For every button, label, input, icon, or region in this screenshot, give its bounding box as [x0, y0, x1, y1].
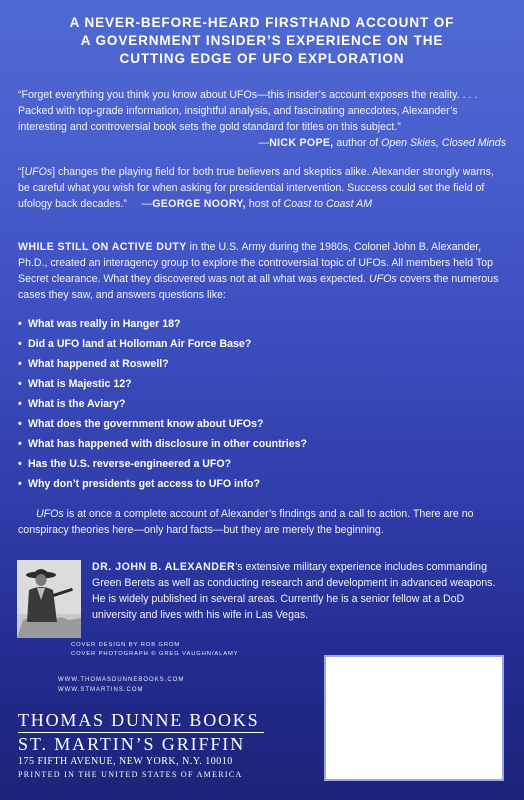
attribution-work: Coast to Coast AM: [283, 198, 373, 210]
cover-design-credit: COVER DESIGN BY ROB GROM: [71, 642, 181, 648]
bullet-icon: •: [18, 418, 22, 430]
question-text: What happened at Roswell?: [28, 358, 169, 370]
bullet-icon: •: [18, 318, 22, 330]
question-text: What does the government know about UFOs?: [28, 418, 264, 430]
attribution-dash: —: [141, 198, 153, 210]
summary-paragraph: [18, 506, 506, 538]
bullet-icon: •: [18, 458, 22, 470]
summary-book-title: UFOs: [36, 508, 64, 520]
question-list: [18, 317, 506, 497]
question-text: What is Majestic 12?: [28, 378, 132, 390]
question-text: What was really in Hanger 18?: [28, 318, 181, 330]
barcode-area: [324, 655, 504, 781]
question-text: What is the Aviary?: [28, 398, 126, 410]
list-item: [18, 477, 506, 497]
headline-line-3: CUTTING EDGE OF UFO EXPLORATION: [119, 51, 405, 66]
author-bio: [92, 559, 506, 623]
blurb-open: “[: [18, 166, 25, 178]
intro-lead: WHILE STILL ON ACTIVE DUTY: [18, 241, 187, 253]
bullet-icon: •: [18, 398, 22, 410]
summary-text: is at once a complete account of Alexander’s findings and a call to action. There are no conspiracy theories here—only hard facts—but they are merely the beginning.: [18, 508, 474, 536]
bullet-icon: •: [18, 378, 22, 390]
attribution-dash: —: [258, 137, 270, 149]
question-text: Has the U.S. reverse-engineered a UFO?: [28, 458, 232, 470]
bio-text: ’s extensive military experience includes commanding Green Berets as well as conducting research and development in advanced weapons. He is widely published in several areas. Currently he is a senior fellow at a DoD university and lives with his wife in Las Vegas.: [92, 561, 496, 621]
headline-line-2: A GOVERNMENT INSIDER’S EXPERIENCE ON THE: [80, 33, 444, 48]
list-item: [18, 437, 506, 457]
intro-paragraph: [18, 239, 506, 303]
list-item: [18, 337, 506, 357]
cover-credits: [71, 641, 239, 659]
blurb-text: ] changes the playing field for both true believers and skeptics alike. Alexander strongly warns, be careful what you wish for when asking for presidential intervention. Success could set the field of ufology back decades.”: [18, 166, 494, 210]
bullet-icon: •: [18, 358, 22, 370]
attribution-name: NICK POPE,: [269, 137, 334, 149]
question-text: Did a UFO land at Holloman Air Force Base?: [28, 338, 252, 350]
blurb-attribution: [18, 135, 506, 151]
list-item: [18, 417, 506, 437]
blurb-george-noory: [18, 164, 506, 212]
attribution-work: Open Skies, Closed Minds: [381, 137, 506, 149]
bullet-icon: •: [18, 338, 22, 350]
divider: [18, 732, 264, 733]
cover-photo-credit: COVER PHOTOGRAPH © GREG VAUGHN/ALAMY: [71, 651, 239, 657]
blurb-nick-pope: [18, 87, 506, 151]
author-photo-image: [17, 560, 81, 638]
attribution-role: author of: [333, 137, 382, 149]
list-item: [18, 377, 506, 397]
headline: [20, 14, 504, 68]
publisher-name: ST. MARTIN’S GRIFFIN: [18, 734, 246, 754]
intro-text-1: in the U.S. Army during the 1980s, Colonel John B. Alexander, Ph.D., created an interagency group to explore the controversial topic of UFOs. All members held Top Secret clearance. What they discovered was not at all what was expected.: [18, 241, 494, 285]
question-text: What has happened with disclosure in other countries?: [28, 438, 308, 450]
list-item: [18, 317, 506, 337]
blurb-text: “Forget everything you think you know about UFOs—this insider’s account exposes the reality. . . . Packed with top-grade information, insightful analysis, and fascinating anecdotes, Alexander’s interesting and controversial book sets the gold standard for titles on this subject.”: [18, 89, 478, 133]
bullet-icon: •: [18, 438, 22, 450]
attribution-name: GEORGE NOORY,: [152, 198, 246, 210]
intro-book-title: UFOs: [368, 273, 397, 285]
publisher-urls: [58, 675, 184, 695]
author-name: DR. JOHN B. ALEXANDER: [92, 561, 236, 573]
url-st-martins[interactable]: WWW.STMARTINS.COM: [58, 687, 144, 693]
author-photo: [17, 560, 81, 638]
printed-in: PRINTED IN THE UNITED STATES OF AMERICA: [18, 770, 243, 779]
attribution-role: host of: [245, 198, 284, 210]
intro-text-2: covers the numerous cases they saw, and answers questions like:: [18, 273, 499, 301]
blurb-book-title: UFOs: [24, 166, 53, 178]
list-item: [18, 457, 506, 477]
question-text: Why don’t presidents get access to UFO info?: [28, 478, 260, 490]
imprint-name: THOMAS DUNNE BOOKS: [18, 710, 260, 730]
list-item: [18, 357, 506, 377]
url-thomas-dunne[interactable]: WWW.THOMASDUNNEBOOKS.COM: [58, 677, 185, 683]
headline-line-1: A NEVER-BEFORE-HEARD FIRSTHAND ACCOUNT OF: [69, 15, 455, 30]
publisher-address: 175 FIFTH AVENUE, NEW YORK, N.Y. 10010: [18, 756, 233, 767]
publisher-block: [18, 710, 264, 781]
bullet-icon: •: [18, 478, 22, 490]
list-item: [18, 397, 506, 417]
